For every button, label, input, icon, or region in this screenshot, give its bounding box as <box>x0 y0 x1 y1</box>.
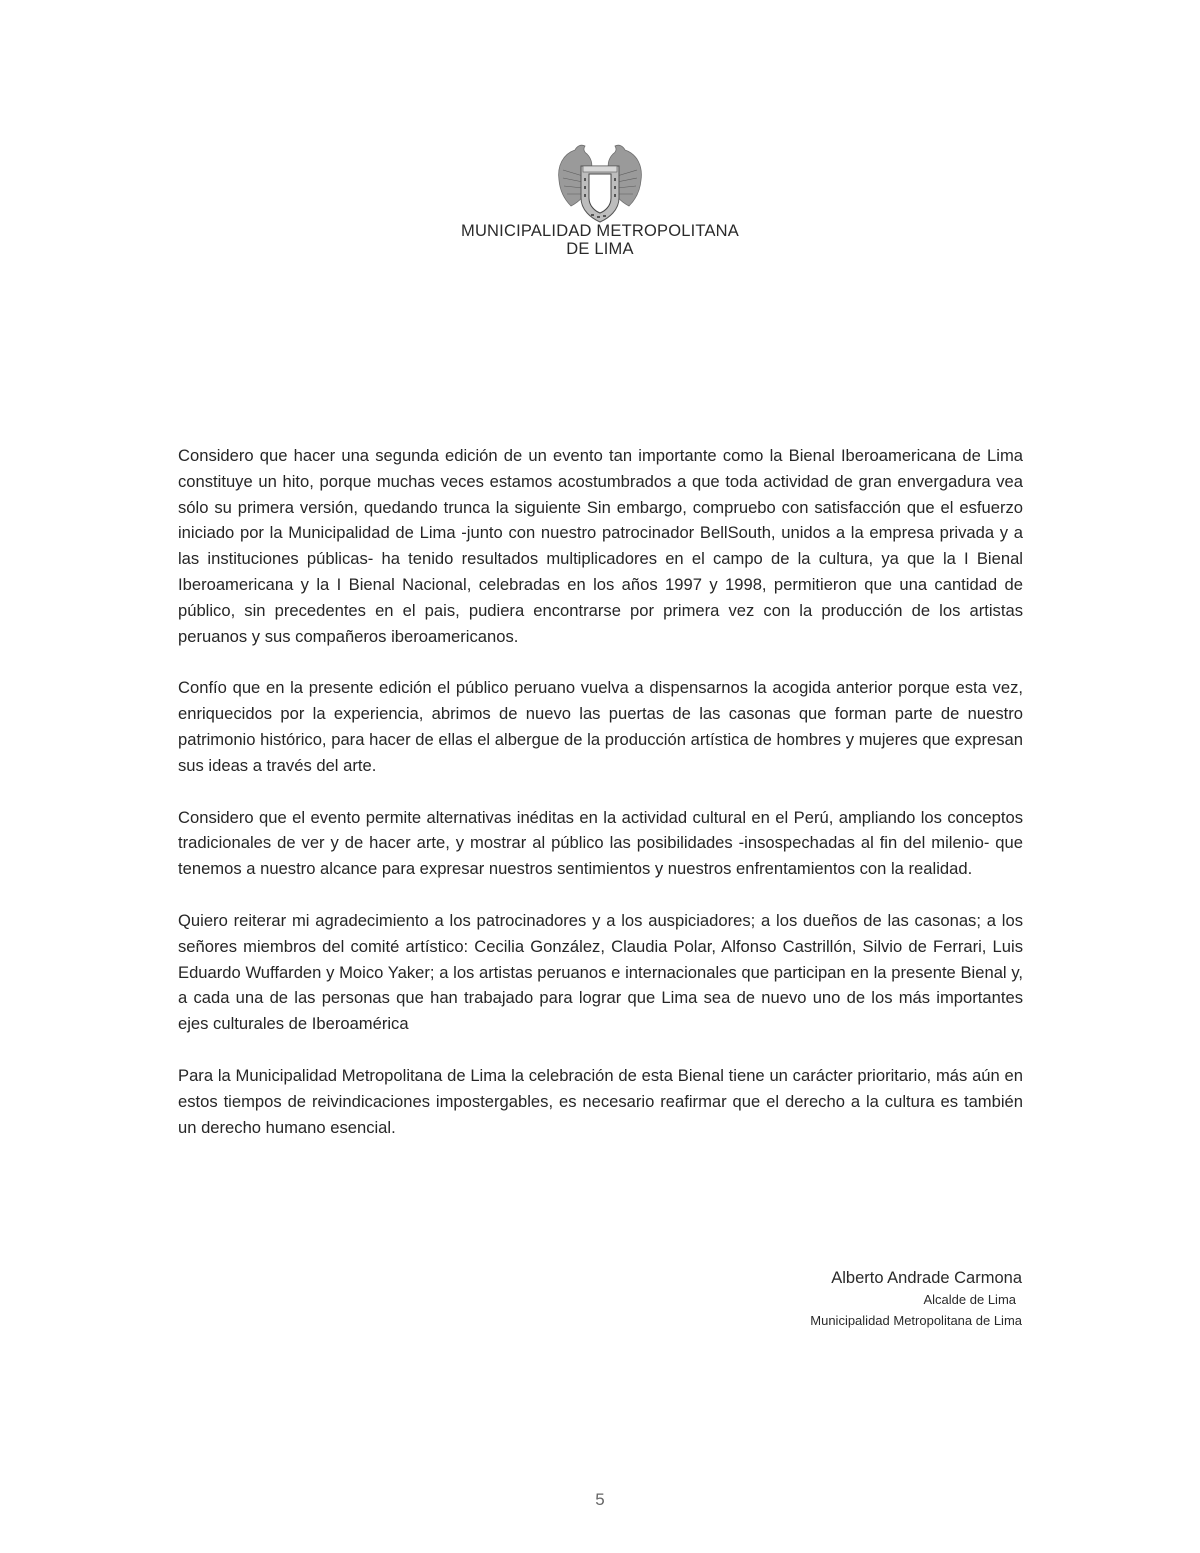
letter-body <box>178 443 1023 1166</box>
organization-header <box>0 222 1200 258</box>
signatory-title: Alcalde de Lima <box>923 1292 1016 1307</box>
paragraph: Quiero reiterar mi agradecimiento a los patrocinadores y a los auspiciadores; a los dueños de las casonas; a los señores miembros del comité artístico: Cecilia González, Claudia Polar, Alfonso Castrillón, Silvio de Ferrari, Luis Eduardo Wuffarden y Moico Yaker; a los artistas peruanos e internacionales que participan en la presente Bienal y, a cada una de las personas que han trabajado para lograr que Lima sea de nuevo uno de los más importantes ejes culturales de Iberoamérica <box>178 910 1023 1034</box>
lima-coat-of-arms-icon <box>553 140 647 224</box>
paragraph: Confío que en la presente edición el público peruano vuelva a dispensarnos la acogida anterior porque esta vez, enriquecidos por la experiencia, abrimos de nuevo las puertas de las casonas que forman parte de nuestro patrimonio histórico, para hacer de ellas el albergue de la producción artística de hombres y mujeres que expresan sus ideas a través del arte. <box>178 678 1023 775</box>
paragraph: Para la Municipalidad Metropolitana de Lima la celebración de esta Bienal tiene un carácter prioritario, más aún en estos tiempos de reivindicaciones impostergables, es necesario reafirmar que el derecho a la cultura es también un derecho humano esencial. <box>178 1065 1023 1137</box>
signatory-organization: Municipalidad Metropolitana de Lima <box>810 1313 1022 1328</box>
page-number: 5 <box>595 1490 605 1509</box>
organization-name-line2: DE LIMA <box>566 240 634 258</box>
paragraph: Considero que el evento permite alternativas inéditas en la actividad cultural en el Perú, ampliando los conceptos tradicionales de ver y de hacer arte, y mostrar al público las posibilidades -insospechadas al fin del milenio- que tenemos a nuestro alcance para expresar nuestros sentimientos y nuestros enfrentamientos con la realidad. <box>178 807 1023 879</box>
signature-block <box>810 1267 1022 1331</box>
paragraph: Considero que hacer una segunda edición de un evento tan importante como la Bienal Iberoamericana de Lima constituye un hito, porque muchas veces estamos acostumbrados a que toda actividad de gran envergadura vea sólo su primera versión, quedando trunca la siguiente Sin embargo, compruebo con satisfacción que el esfuerzo iniciado por la Municipalidad de Lima -junto con nuestro patrocinador BellSouth, unidos a la empresa privada y a las instituciones públicas- ha tenido resultados multiplicadores en el campo de la cultura, ya que la I Bienal Iberoamericana y la I Bienal Nacional, celebradas en los años 1997 y 1998, permitieron que una cantidad de público, sin precedentes en el pais, pudiera encontrarse por primera vez con la producción de los artistas peruanos y sus compañeros iberoamericanos. <box>178 446 1023 646</box>
signatory-name: Alberto Andrade Carmona <box>831 1269 1022 1287</box>
organization-name-line1: MUNICIPALIDAD METROPOLITANA <box>461 222 739 240</box>
